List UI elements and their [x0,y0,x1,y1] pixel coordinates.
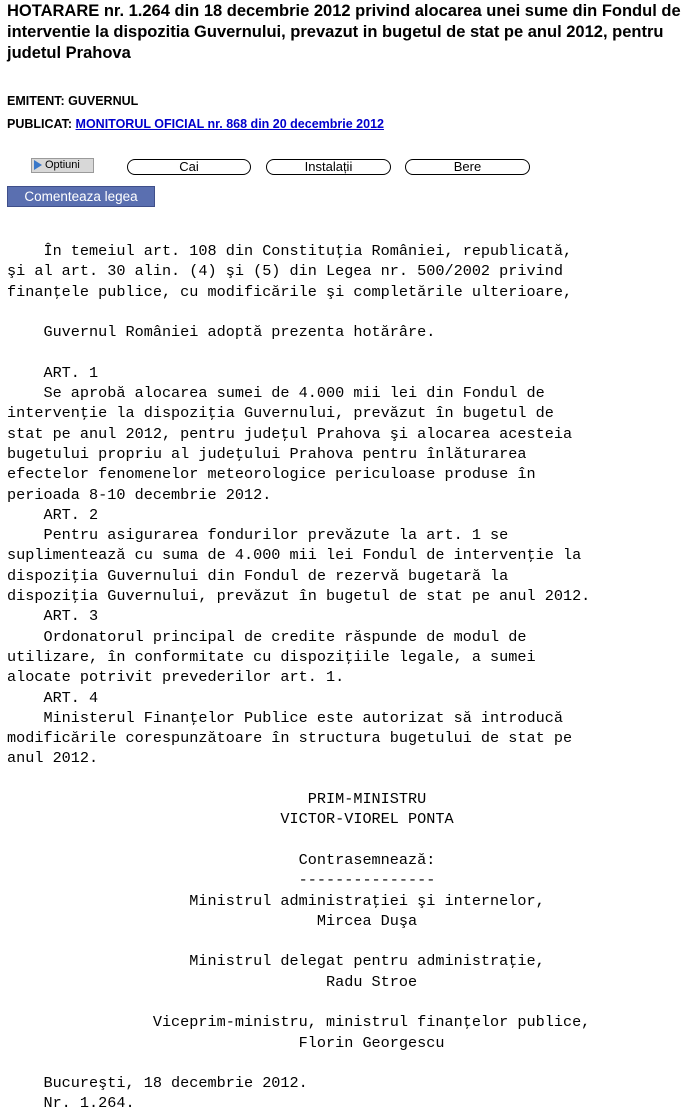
law-line: stat pe anul 2012, pentru judeţul Prahova şi alocarea acesteia [7,424,573,443]
cai-button[interactable]: Cai [127,159,251,175]
monitorul-oficial-link[interactable]: MONITORUL OFICIAL nr. 868 din 20 decembrie 2012 [75,117,384,131]
law-line: anul 2012. [7,749,99,768]
law-line [7,342,590,362]
publicat-line [7,116,384,132]
law-line [7,769,590,789]
bere-button[interactable]: Bere [405,159,530,175]
law-line: Ministrul delegat pentru administraţie, [7,952,545,971]
law-line: Florin Georgescu [7,1033,445,1052]
law-line [7,302,590,322]
law-line: Bucureşti, 18 decembrie 2012. [7,1074,308,1093]
law-line [7,931,590,951]
law-line: perioada 8-10 decembrie 2012. [7,485,272,504]
law-line: Pentru asigurarea fondurilor prevăzute la art. 1 se [7,526,509,545]
emitent-value: GUVERNUL [68,94,139,108]
law-line: dispoziţia Guvernului din Fondul de rezervă bugetară la [7,566,509,585]
law-line: Radu Stroe [7,972,418,991]
law-text [7,241,590,1114]
law-line: ART. 3 [7,607,99,626]
law-line: Ministrul administraţiei şi internelor, [7,891,545,910]
law-line: --------------- [7,871,436,890]
options-label: Optiuni [45,159,80,171]
law-line: VICTOR-VIOREL PONTA [7,810,454,829]
law-line: ART. 1 [7,363,99,382]
law-line: ART. 4 [7,688,99,707]
law-line: Guvernul României adoptă prezenta hotărâre. [7,323,436,342]
law-line: şi al art. 30 alin. (4) şi (5) din Legea nr. 500/2002 privind [7,262,563,281]
law-line: Viceprim-ministru, ministrul finanţelor publice, [7,1013,591,1032]
law-line: bugetului propriu al judeţului Prahova pentru înlăturarea [7,444,527,463]
emitent-label: EMITENT: [7,94,65,108]
law-line: Ministerul Finanţelor Publice este autorizat să introducă [7,708,563,727]
law-line [7,1053,590,1073]
options-button[interactable] [31,158,94,173]
law-line: Ordonatorul principal de credite răspunde de modul de [7,627,527,646]
law-line: suplimentează cu suma de 4.000 mii lei Fondul de intervenţie la [7,546,582,565]
emitent-line [7,93,138,109]
law-line: În temeiul art. 108 din Constituţia României, republicată, [7,242,573,260]
law-line: Nr. 1.264. [7,1094,135,1113]
law-line: Mircea Duşa [7,911,418,930]
play-icon [34,160,42,170]
law-line: modificările corespunzătoare în structura bugetului de stat pe [7,729,573,748]
law-line: finanţele publice, cu modificările şi completările ulterioare, [7,282,573,301]
law-line: efectelor fenomenelor meteorologice periculoase produse în [7,465,536,484]
page-title: HOTARARE nr. 1.264 din 18 decembrie 2012 privind alocarea unei sume din Fondul de interventie la dispozitia Guvernului, prevazut in bugetul de stat pe anul 2012, pentru judetul Prahova [7,2,681,62]
law-line: Contrasemnează: [7,850,436,869]
law-line [7,830,590,850]
law-line [7,992,590,1012]
law-line: ART. 2 [7,505,99,524]
comment-law-button[interactable]: Comenteaza legea [7,186,155,207]
law-line: alocate potrivit prevederilor art. 1. [7,668,345,687]
publicat-label: PUBLICAT: [7,117,73,131]
law-line: PRIM-MINISTRU [7,790,427,809]
law-line: Se aprobă alocarea sumei de 4.000 mii lei din Fondul de [7,384,545,403]
law-line: intervenţie la dispoziţia Guvernului, prevăzut în bugetul de [7,404,554,423]
law-line: dispoziţia Guvernului, prevăzut în bugetul de stat pe anul 2012. [7,587,591,606]
law-line: utilizare, în conformitate cu dispoziţiile legale, a sumei [7,647,536,666]
instalatii-button[interactable]: Instalații [266,159,391,175]
